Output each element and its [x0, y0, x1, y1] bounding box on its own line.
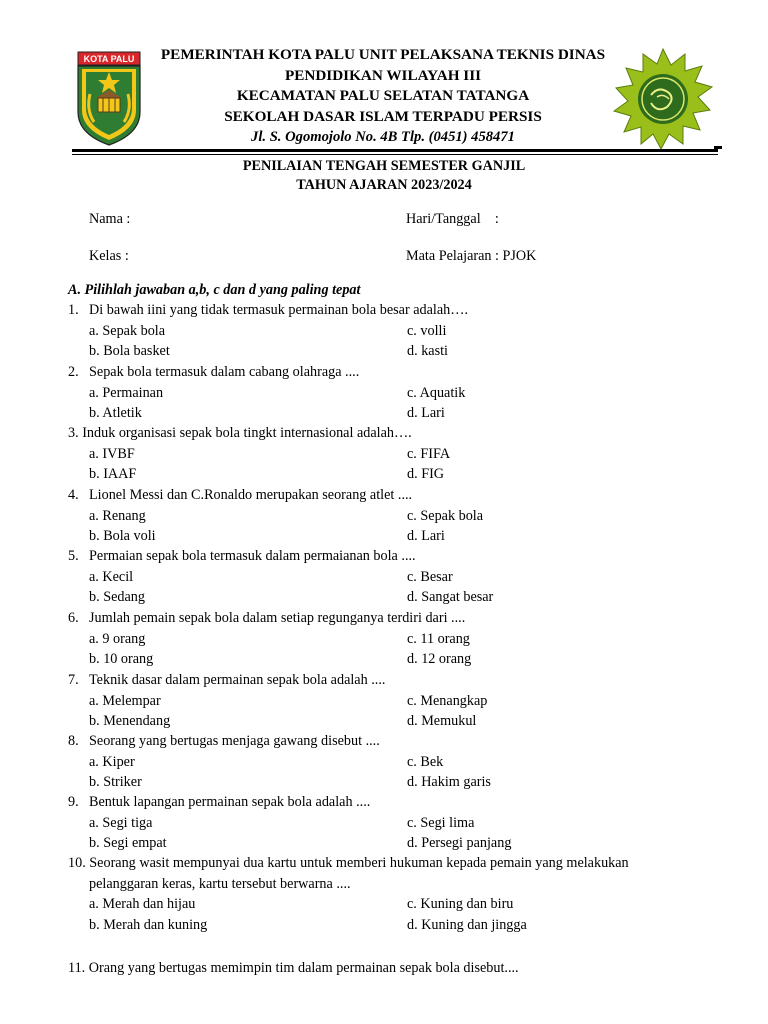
field-hari-tanggal: Hari/Tanggal : [406, 211, 499, 227]
option-b: b. 10 orang [89, 651, 154, 668]
option-b: b. Sedang [89, 589, 145, 606]
option-d: d. kasti [407, 343, 448, 360]
question-text: 10. Seorang wasit mempunyai dua kartu untuk memberi hukuman kepada pemain yang melakukan [68, 855, 629, 871]
option-c: c. Segi lima [407, 814, 475, 831]
option-d: d. Persegi panjang [407, 835, 512, 852]
option-a: a. Permainan [89, 384, 164, 401]
letterhead-line-4: SEKOLAH DASAR ISLAM TERPADU PERSIS [224, 107, 542, 125]
logo-left-label: KOTA PALU [83, 54, 135, 64]
letterhead-rule-thin [72, 154, 718, 155]
question-number: 9. [68, 794, 79, 810]
question-11 [0, 958, 768, 979]
letterhead [150, 45, 616, 148]
question-number: 4. [68, 487, 79, 503]
option-c: c. Besar [407, 568, 453, 585]
option-b: b. IAAF [89, 466, 137, 483]
option-c: c. 11 orang [407, 630, 470, 647]
option-a: a. Kecil [89, 568, 134, 585]
question-7 [0, 670, 768, 732]
question-number: 8. [68, 733, 79, 749]
option-b: b. Striker [89, 774, 142, 791]
option-c: c. volli [407, 322, 447, 339]
option-a: a. IVBF [89, 445, 135, 462]
option-a: a. Segi tiga [89, 814, 153, 831]
letterhead-line-3: KECAMATAN PALU SELATAN TATANGA [236, 87, 530, 105]
option-c: c. Aquatik [407, 384, 466, 401]
letterhead-rule-thick [72, 149, 718, 152]
kota-palu-logo [74, 50, 144, 146]
question-number: 7. [68, 672, 79, 688]
option-a: a. Kiper [89, 753, 135, 770]
question-text-continued: pelanggaran keras, kartu tersebut berwarna .... [89, 875, 351, 892]
section-a-instruction: A. Pilihlah jawaban a,b, c dan d yang paling tepat [68, 282, 361, 298]
rule-mark [714, 146, 722, 149]
option-a: a. Melempar [89, 692, 161, 709]
question-text: Jumlah pemain sepak bola dalam setiap regunganya terdiri dari .... [89, 610, 466, 626]
question-8 [0, 731, 768, 793]
option-a: a. Merah dan hijau [89, 896, 196, 913]
question-4 [0, 485, 768, 547]
option-c: c. Sepak bola [407, 507, 484, 524]
question-2 [0, 362, 768, 424]
question-9 [0, 792, 768, 854]
option-b: b. Bola voli [89, 528, 156, 545]
question-text: Lionel Messi dan C.Ronaldo merupakan seorang atlet .... [89, 487, 413, 503]
question-3 [0, 423, 768, 485]
persis-emblem-icon [612, 48, 714, 150]
question-number: 6. [68, 610, 79, 626]
question-6 [0, 608, 768, 670]
question-10 [0, 853, 768, 935]
letterhead-line-2: PENDIDIKAN WILAYAH III [284, 66, 482, 84]
question-text: Permaian sepak bola termasuk dalam permaianan bola .... [89, 548, 416, 564]
exam-title-line-1: PENILAIAN TENGAH SEMESTER GANJIL [242, 158, 526, 174]
option-c: c. FIFA [407, 445, 451, 462]
question-number: 2. [68, 364, 79, 380]
question-text: Sepak bola termasuk dalam cabang olahraga .... [89, 364, 360, 380]
option-b: b. Merah dan kuning [89, 916, 208, 933]
question-text: Bentuk lapangan permainan sepak bola adalah .... [89, 794, 371, 810]
question-text: Seorang yang bertugas menjaga gawang disebut .... [89, 733, 380, 749]
question-number: 5. [68, 548, 79, 564]
option-b: b. Atletik [89, 405, 142, 422]
option-d: d. Lari [407, 405, 445, 422]
question-text: Di bawah iini yang tidak termasuk permainan bola besar adalah…. [89, 302, 468, 318]
option-d: d. 12 orang [407, 651, 472, 668]
question-text: Teknik dasar dalam permainan sepak bola adalah .... [89, 672, 386, 688]
option-b: b. Menendang [89, 713, 171, 730]
question-text: 3. Induk organisasi sepak bola tingkt internasional adalah…. [68, 425, 412, 441]
letterhead-line-1: PEMERINTAH KOTA PALU UNIT PELAKSANA TEKNIS DINAS [160, 46, 606, 63]
option-c: c. Menangkap [407, 692, 488, 709]
field-nama: Nama : [89, 211, 131, 227]
school-address: Jl. S. Ogomojolo No. 4B Tlp. (0451) 458471 [251, 129, 515, 146]
question-5 [0, 546, 768, 608]
exam-title [0, 157, 768, 195]
option-d: d. Memukul [407, 713, 477, 730]
question-number: 1. [68, 302, 79, 318]
option-d: d. Lari [407, 528, 445, 545]
option-a: a. Sepak bola [89, 322, 166, 339]
option-b: b. Segi empat [89, 835, 167, 852]
exam-title-line-2: TAHUN AJARAN 2023/2024 [296, 177, 472, 193]
question-text: 11. Orang yang bertugas memimpin tim dalam permainan sepak bola disebut.... [68, 960, 519, 976]
option-d: d. Sangat besar [407, 589, 494, 606]
option-d: d. FIG [407, 466, 445, 483]
option-c: c. Kuning dan biru [407, 896, 514, 913]
field-kelas: Kelas : [89, 248, 129, 264]
option-a: a. 9 orang [89, 630, 146, 647]
option-b: b. Bola basket [89, 343, 170, 360]
option-c: c. Bek [407, 753, 444, 770]
option-d: d. Hakim garis [407, 774, 491, 791]
option-a: a. Renang [89, 507, 146, 524]
question-1 [0, 300, 768, 362]
field-mata-pelajaran: Mata Pelajaran : PJOK [406, 248, 537, 264]
option-d: d. Kuning dan jingga [407, 916, 527, 933]
